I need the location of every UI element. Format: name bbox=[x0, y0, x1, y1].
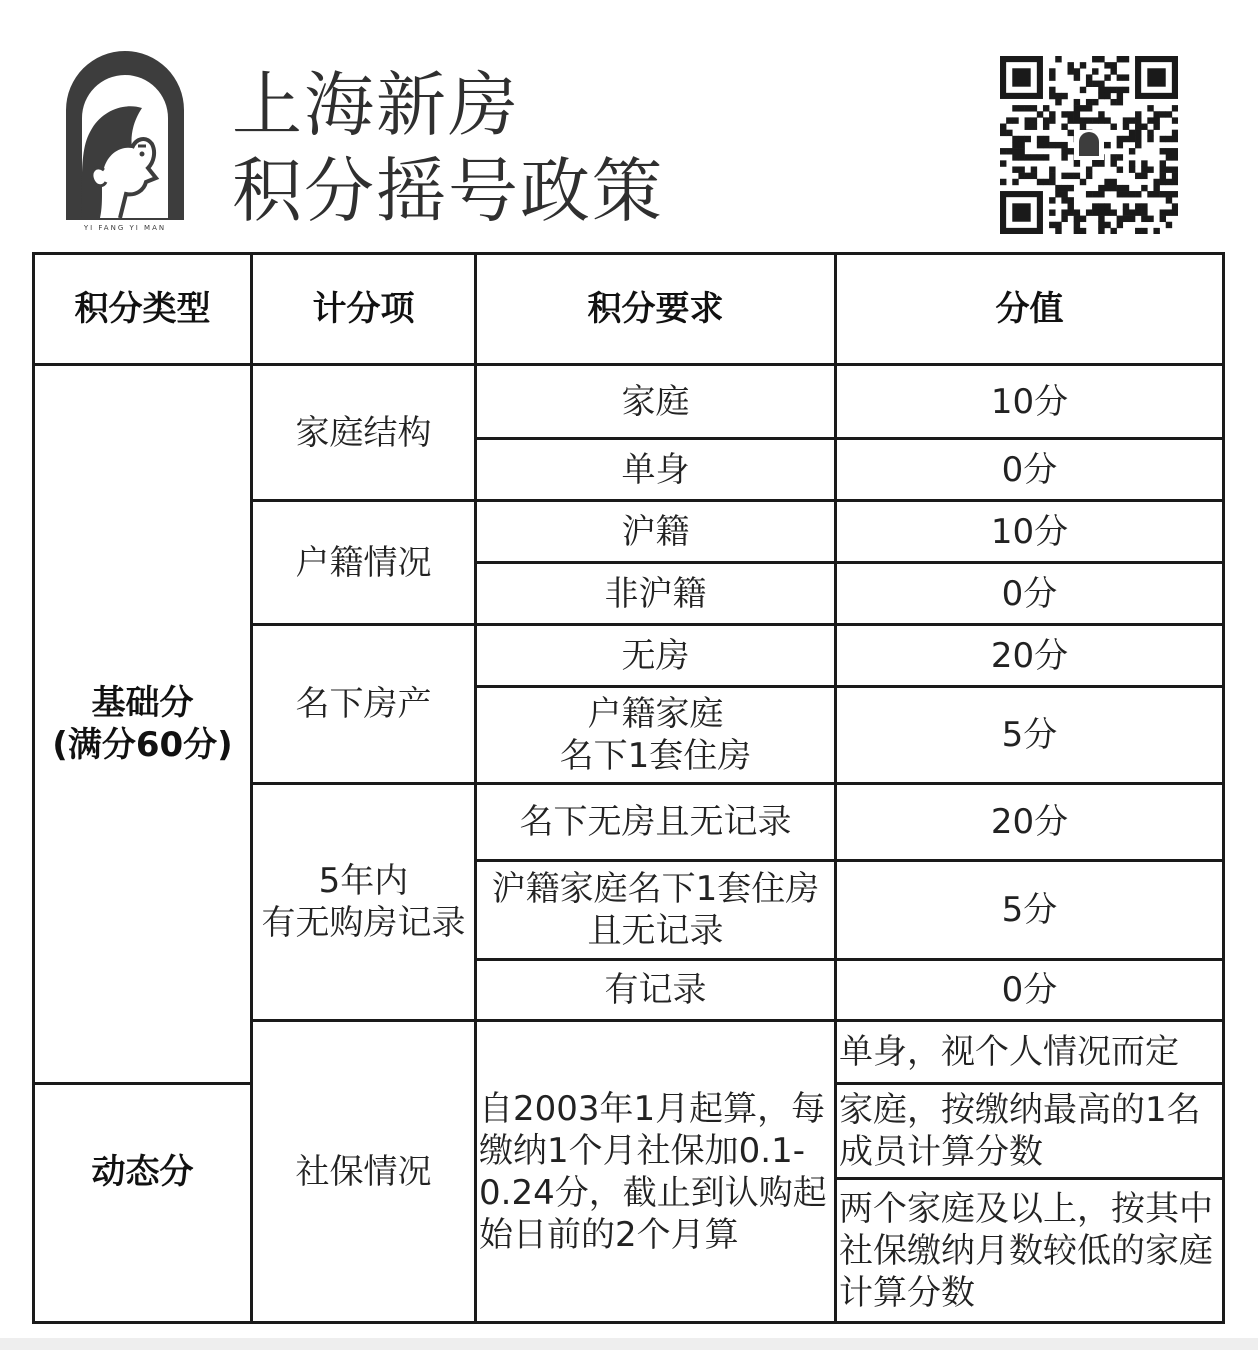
requirement-cell: 户籍家庭 名下1套住房 bbox=[477, 688, 837, 785]
requirement-cell: 有记录 bbox=[477, 961, 837, 1022]
title-line-1: 上海新房 bbox=[232, 64, 520, 146]
points-table bbox=[32, 252, 1225, 1324]
item-property: 名下房产 bbox=[253, 626, 477, 785]
score-cell: 10分 bbox=[837, 366, 1222, 440]
svg-text:YI FANG YI MAN: YI FANG YI MAN bbox=[83, 224, 167, 232]
page-title bbox=[232, 62, 664, 234]
requirement-cell: 沪籍 bbox=[477, 502, 837, 564]
requirement-cell: 家庭 bbox=[477, 366, 837, 440]
score-cell: 单身，视个人情况而定 bbox=[837, 1022, 1222, 1085]
score-cell: 20分 bbox=[837, 785, 1222, 862]
score-cell: 0分 bbox=[837, 440, 1222, 502]
requirement-cell: 沪籍家庭名下1套住房 且无记录 bbox=[477, 862, 837, 961]
type-dynamic: 动态分 bbox=[35, 1022, 253, 1321]
requirement-cell: 非沪籍 bbox=[477, 564, 837, 626]
score-cell: 5分 bbox=[837, 862, 1222, 961]
score-cell: 家庭，按缴纳最高的1名成员计算分数 bbox=[837, 1085, 1222, 1180]
item-hukou: 户籍情况 bbox=[253, 502, 477, 626]
header-score: 分值 bbox=[837, 255, 1222, 366]
header-item: 计分项 bbox=[253, 255, 477, 366]
requirement-cell: 无房 bbox=[477, 626, 837, 688]
score-cell: 5分 bbox=[837, 688, 1222, 785]
brand-logo bbox=[60, 50, 190, 232]
bottom-strip bbox=[0, 1338, 1258, 1350]
header-type: 积分类型 bbox=[35, 255, 253, 366]
item-social-security: 社保情况 bbox=[253, 1022, 477, 1321]
score-cell: 0分 bbox=[837, 564, 1222, 626]
type-basic: 基础分 (满分60分) bbox=[35, 366, 253, 1085]
score-cell: 两个家庭及以上，按其中社保缴纳月数较低的家庭计算分数 bbox=[839, 1188, 1213, 1313]
item-family-structure: 家庭结构 bbox=[253, 366, 477, 502]
requirement-cell: 名下无房且无记录 bbox=[477, 785, 837, 862]
title-line-2: 积分摇号政策 bbox=[232, 150, 664, 232]
score-cell: 0分 bbox=[837, 961, 1222, 1022]
item-purchase-record: 5年内 有无购房记录 bbox=[253, 785, 477, 1022]
social-security-requirement: 自2003年1月起算，每缴纳1个月社保加0.1-0.24分，截止到认购起始日前的2个月算 bbox=[477, 1022, 837, 1321]
score-cell: 20分 bbox=[837, 626, 1222, 688]
score-cell: 10分 bbox=[837, 502, 1222, 564]
requirement-cell: 单身 bbox=[477, 440, 837, 502]
qr-code bbox=[1000, 56, 1178, 234]
header-requirement: 积分要求 bbox=[477, 255, 837, 366]
